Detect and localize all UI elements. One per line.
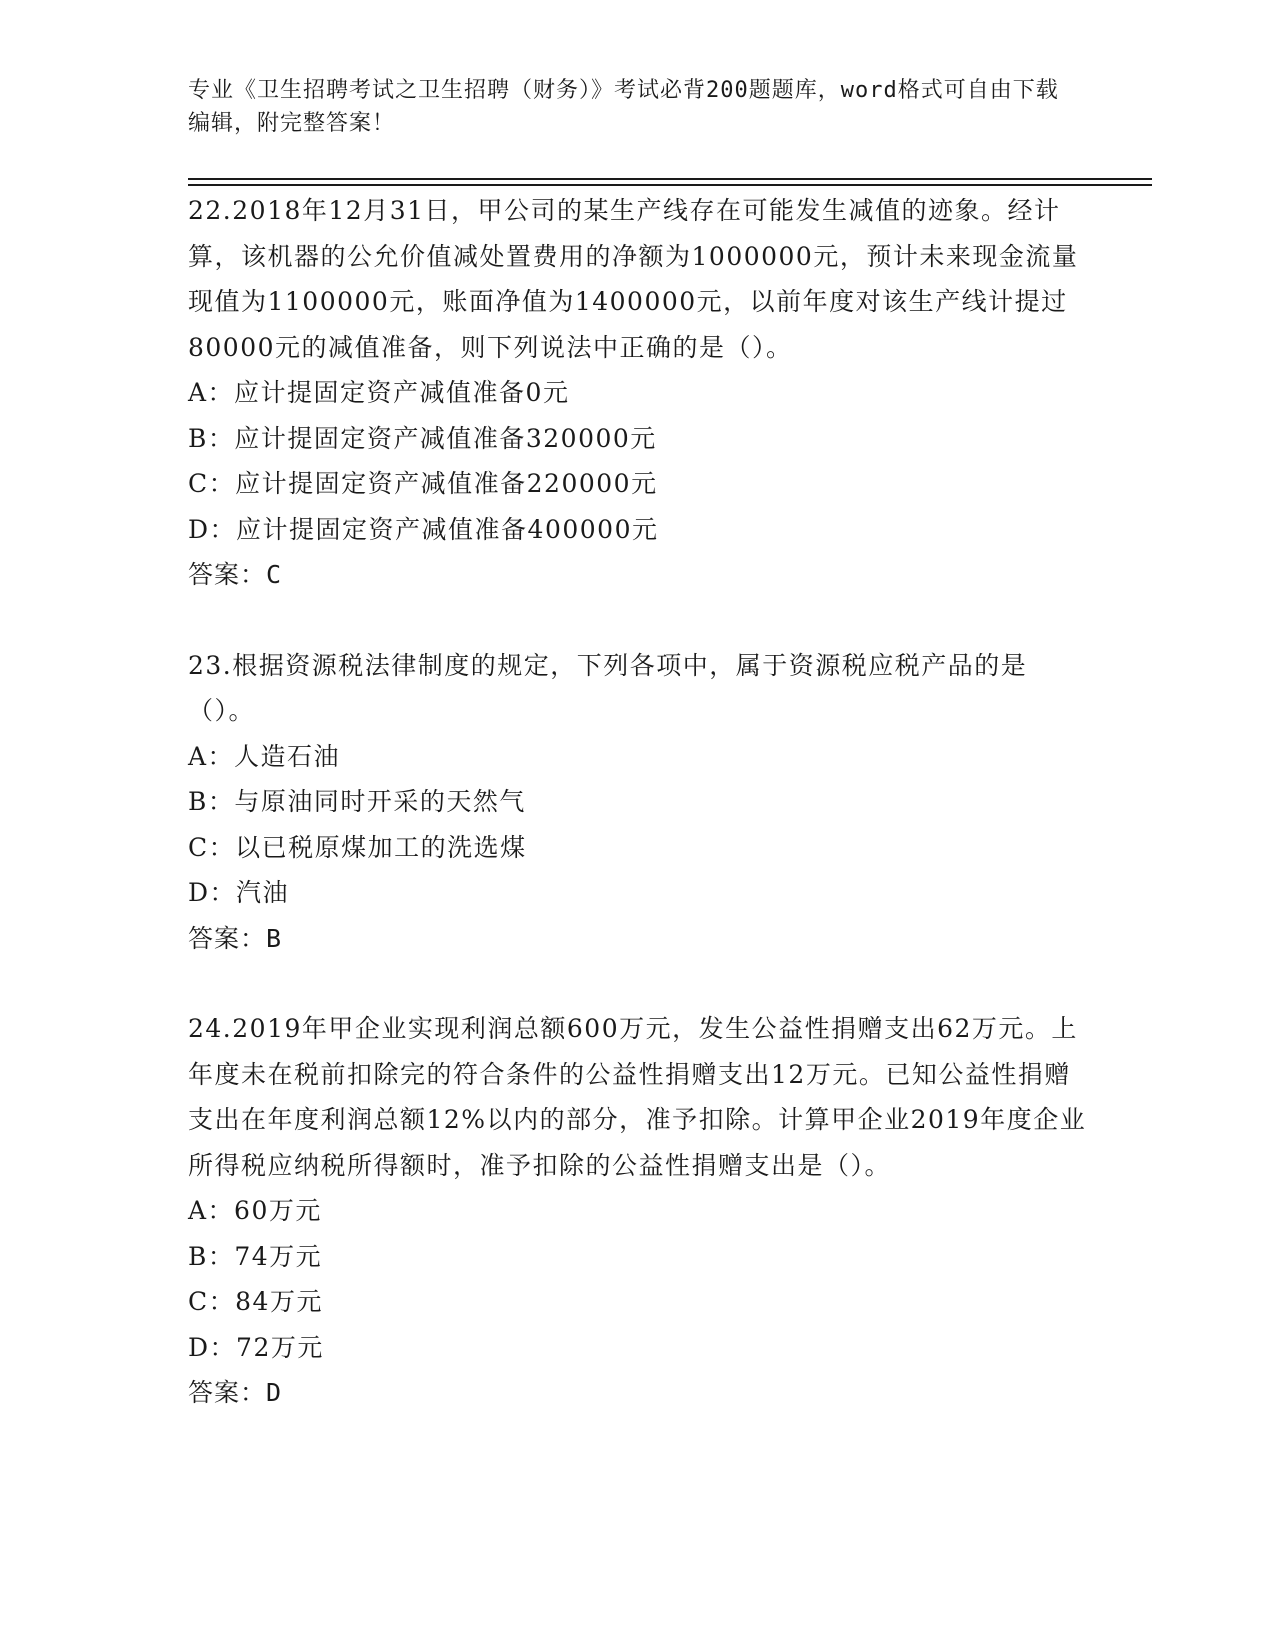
question-22 <box>188 188 1088 598</box>
option-b: B：74万元 <box>188 1241 323 1271</box>
option-c: C：84万元 <box>188 1287 323 1316</box>
question-spacer <box>188 961 1088 1006</box>
question-stem: 22.2018年12月31日，甲公司的某生产线存在可能发生减值的迹象。经计算，该机器的公允价值减处置费用的净额为1000000元，预计未来现金流量现值为1100000元，账面净值为1400000元，以前年度对该生产线计提过80000元的减值准备，则下列说法中正确的是（）。 <box>188 196 1079 362</box>
option-d: D：应计提固定资产减值准备400000元 <box>188 514 659 544</box>
option-c: C：应计提固定资产减值准备220000元 <box>188 469 658 498</box>
option-c: C：以已税原煤加工的洗选煤 <box>188 832 527 862</box>
option-d: D：72万元 <box>188 1332 324 1362</box>
option-b: B：应计提固定资产减值准备320000元 <box>188 423 657 453</box>
option-d: D：汽油 <box>188 878 290 907</box>
answer-line: 答案：D <box>188 1378 283 1407</box>
question-24 <box>188 1006 1088 1416</box>
option-b: B：与原油同时开采的天然气 <box>188 787 526 816</box>
option-a: A：人造石油 <box>188 741 341 771</box>
question-spacer <box>188 598 1088 643</box>
header-divider-bottom <box>188 184 1152 186</box>
header-divider-top <box>188 178 1152 180</box>
answer-line: 答案：B <box>188 923 283 953</box>
option-a: A：应计提固定资产减值准备0元 <box>188 378 570 407</box>
question-list <box>188 188 1088 1416</box>
option-a: A：60万元 <box>188 1196 322 1225</box>
answer-line: 答案：C <box>188 560 283 589</box>
question-stem: 23.根据资源税法律制度的规定，下列各项中，属于资源税应税产品的是（）。 <box>188 650 1028 725</box>
question-stem: 24.2019年甲企业实现利润总额600万元，发生公益性捐赠支出62万元。上年度未在税前扣除完的符合条件的公益性捐赠支出12万元。已知公益性捐赠支出在年度利润总额12%以内的部分，准予扣除。计算甲企业2019年度企业所得税应纳税所得额时，准予扣除的公益性捐赠支出是（）。 <box>188 1014 1087 1180</box>
document-header: 专业《卫生招聘考试之卫生招聘（财务）》考试必背200题题库，word格式可自由下载编辑，附完整答案！ <box>188 78 1059 136</box>
question-23 <box>188 643 1088 962</box>
